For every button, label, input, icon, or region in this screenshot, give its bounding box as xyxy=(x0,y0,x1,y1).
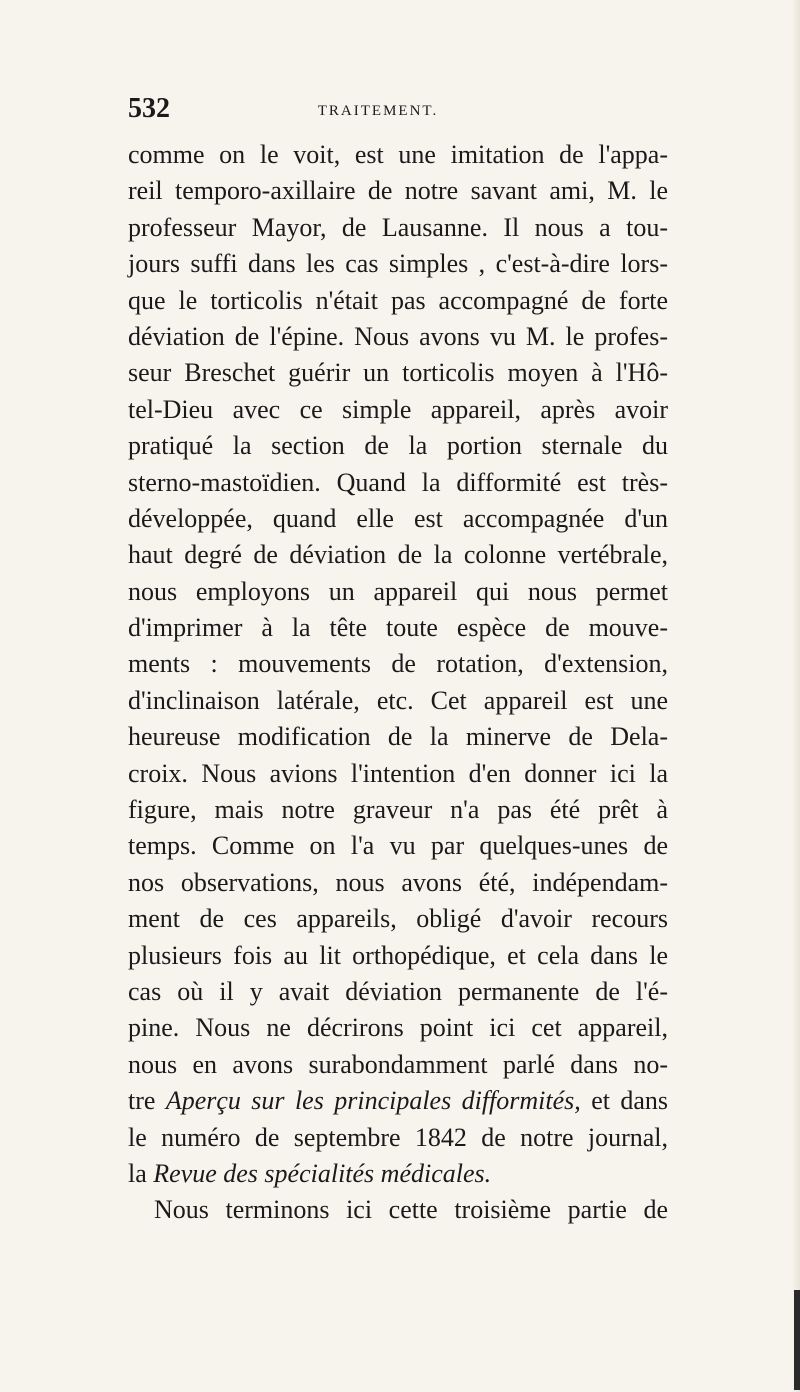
text-line: pratiqué la section de la portion sternale du xyxy=(128,431,668,461)
body-text xyxy=(128,137,668,1229)
text-line: cas où il y avait déviation permanente de l'é- xyxy=(128,976,668,1006)
italic-journal-title: Revue des spécialités médicales. xyxy=(153,1158,492,1188)
line-prefix: tre xyxy=(128,1086,166,1116)
text-line: haut degré de déviation de la colonne vertébrale, xyxy=(128,540,668,570)
scan-edge xyxy=(792,0,800,1392)
page-header xyxy=(128,93,688,129)
text-line: pine. Nous ne décrirons point ici cet appareil, xyxy=(128,1013,668,1043)
text-line-with-journal xyxy=(128,1156,668,1192)
line-prefix: la xyxy=(128,1158,154,1188)
text-line: développée, quand elle est accompagnée d'un xyxy=(128,503,668,533)
text-line: professeur Mayor, de Lausanne. Il nous a tou- xyxy=(128,212,668,242)
text-line: sterno-mastoïdien. Quand la difformité est très- xyxy=(128,467,668,497)
text-line: Nous terminons ici cette troisième partie de xyxy=(154,1195,668,1225)
text-line: ment de ces appareils, obligé d'avoir recours xyxy=(128,904,668,934)
text-line: nos observations, nous avons été, indépendam- xyxy=(128,867,668,897)
text-line: plusieurs fois au lit orthopédique, et cela dans le xyxy=(128,940,668,970)
text-line: d'imprimer à la tête toute espèce de mouve- xyxy=(128,613,668,643)
text-line: que le torticolis n'était pas accompagné de forte xyxy=(128,285,668,315)
text-line: heureuse modification de la minerve de Dela- xyxy=(128,722,668,752)
italic-title: Aperçu sur les principales difformités, xyxy=(165,1086,581,1116)
text-line: jours suffi dans les cas simples , c'est-à-dire lors- xyxy=(128,249,668,279)
text-line: d'inclinaison latérale, etc. Cet appareil est une xyxy=(128,685,668,715)
text-line: tel-Dieu avec ce simple appareil, après avoir xyxy=(128,394,668,424)
text-line: comme on le voit, est une imitation de l'appa- xyxy=(128,140,668,169)
text-line: le numéro de septembre 1842 de notre journal, xyxy=(128,1122,668,1152)
running-head: TRAITEMENT. xyxy=(317,103,439,119)
text-line: déviation de l'épine. Nous avons vu M. le profes- xyxy=(128,321,668,351)
page-number: 532 xyxy=(128,93,170,124)
text-line: nous employons un appareil qui nous permet xyxy=(128,576,668,606)
text-line: figure, mais notre graveur n'a pas été prêt à xyxy=(128,795,668,825)
text-line: reil temporo-axillaire de notre savant ami, M. le xyxy=(128,176,668,206)
line-suffix: et dans xyxy=(580,1086,669,1116)
text-line-with-title xyxy=(128,1083,668,1119)
text-line: temps. Comme on l'a vu par quelques-unes de xyxy=(128,831,668,861)
text-line: ments : mouvements de rotation, d'extension, xyxy=(128,649,668,679)
text-line: croix. Nous avions l'intention d'en donner ici la xyxy=(128,758,668,788)
text-line: nous en avons surabondamment parlé dans no- xyxy=(128,1049,668,1079)
scan-mark xyxy=(794,1290,800,1390)
text-line: seur Breschet guérir un torticolis moyen à l'Hô- xyxy=(128,358,668,388)
